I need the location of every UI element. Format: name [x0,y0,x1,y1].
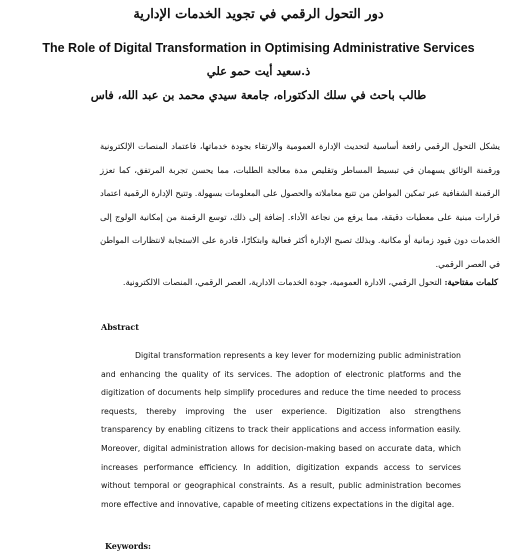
author-affiliation: طالب باحث في سلك الدكتوراه، جامعة سيدي محمد بن عبد الله، فاس [90,88,427,102]
title-arabic: دور التحول الرقمي في تجويد الخدمات الإدارية [133,7,384,22]
title-english: The Role of Digital Transformation in Optimising Administrative Services [42,41,475,55]
abstract-arabic: يشكل التحول الرقمي رافعة أساسية لتحديث الإدارة العمومية والارتقاء بجودة خدماتها، فاعتماد المنصات الإلكترونية ورقمنة الوثائق يسهمان في تبسيط المساطر وتقليص مدة معالجة الطلبات، مما يحسن تجربة المرتفق، كما تعزز الرقمنة الشفافية عبر تمكين المواطن من تتبع معاملاته والحصول على المعلومات بسهولة. وتتيح الإدارة الرقمية اعتماد قرارات مبنية على معطيات دقيقة، مما يرفع من نجاعة الأداء. إضافة إلى ذلك، توسع الرقمنة من إمكانية الولوج إلى الخدمات دون قيود زمانية أو مكانية. وبذلك تصبح الإدارة أكثر فعالية وابتكارًا، قادرة على الاستجابة لانتظارات المواطن في العصر الرقمي. [100,141,500,269]
keywords-arabic-label: كلمات مفتاحية: [444,277,498,287]
abstract-english [101,347,461,514]
abstract-english-text: Digital transformation represents a key lever for modernizing public administration and enhancing the quality of its services. The adoption of electronic platforms and the digitization of documents help simplify procedures and reduce the time needed to process requests, thereby improving the user experience. Digitization also strengthens transparency by enabling citizens to track their applications and access information easily. Moreover, digital administration allows for decision-making based on accurate data, which increases performance efficiency. In addition, digitization expands access to services without temporal or geographical constraints. As a result, public administration becomes more effective and innovative, capable of meeting citizens expectations in the digital age. [101,351,461,509]
keywords-arabic [100,271,498,294]
keywords-arabic-list: التحول الرقمي، الادارة العمومية، جودة الخدمات الادارية، العصر الرقمي، المنصات الالكترونية. [122,277,442,287]
author-name: ذ.سعيد أيت حمو علي [206,64,311,78]
abstract-heading: Abstract [101,322,139,332]
keywords-heading: Keywords: [105,541,152,551]
